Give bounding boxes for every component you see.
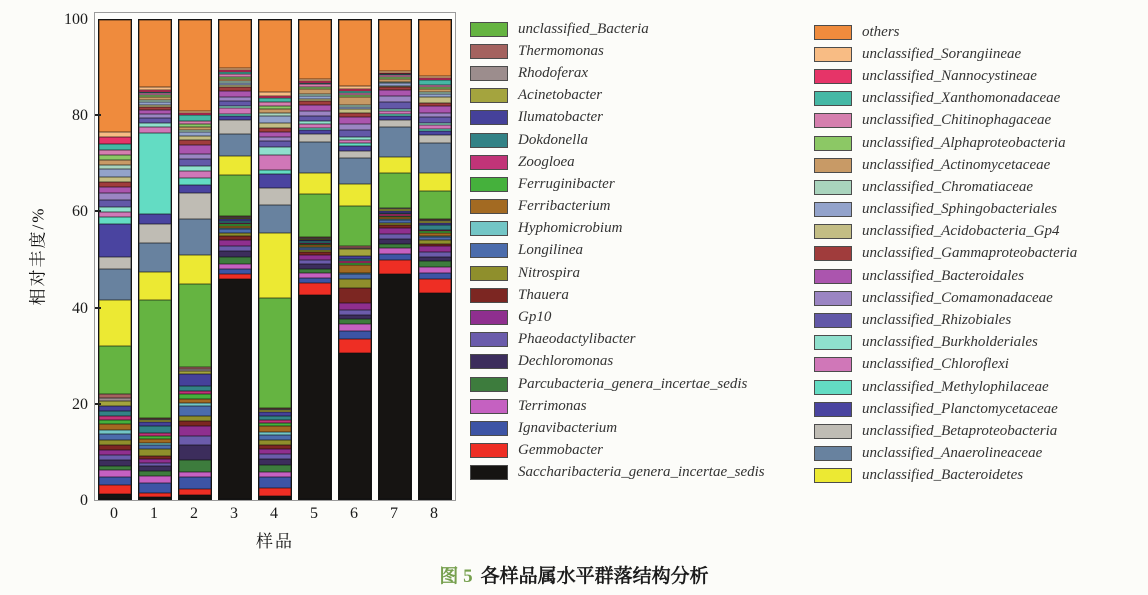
- legend-swatch: [470, 44, 508, 59]
- bar-segment: [139, 224, 171, 243]
- stacked-bar-sample-3: [218, 19, 252, 500]
- bar-segment: [139, 300, 171, 417]
- bar-segment: [299, 20, 331, 78]
- figure-caption: [0, 561, 1148, 588]
- bar-segment: [179, 436, 211, 446]
- bar-segment: [219, 279, 251, 499]
- stacked-bar-sample-5: [298, 19, 332, 500]
- bar-segment: [339, 117, 371, 124]
- bar-segment: [179, 426, 211, 436]
- legend-swatch: [814, 47, 852, 62]
- legend-swatch: [470, 177, 508, 192]
- bar-segment: [379, 20, 411, 71]
- y-tick-mark: [95, 210, 101, 212]
- legend-swatch: [814, 158, 852, 173]
- bar-segment: [179, 406, 211, 416]
- bar-segment: [259, 488, 291, 495]
- bar-segment: [139, 272, 171, 301]
- legend-swatch: [814, 335, 852, 350]
- legend-item: [470, 395, 765, 417]
- bar-segment: [259, 205, 291, 234]
- legend-swatch: [470, 110, 508, 125]
- legend-swatch: [814, 246, 852, 261]
- legend-item: [470, 151, 765, 173]
- bar-segment: [179, 171, 211, 178]
- legend-label: unclassified_Sorangiineae: [862, 45, 1022, 62]
- legend-item: [470, 462, 765, 484]
- legend-item: [470, 173, 765, 195]
- bar-segment: [379, 173, 411, 208]
- legend-item: [470, 40, 765, 62]
- legend-swatch: [814, 446, 852, 461]
- y-tick-label: 40: [72, 299, 88, 317]
- legend-label: Gemmobacter: [518, 442, 603, 459]
- bar-segment: [339, 206, 371, 247]
- bar-segment: [139, 497, 171, 499]
- bar-segment: [99, 20, 131, 132]
- legend-swatch: [814, 468, 852, 483]
- legend-swatch: [470, 377, 508, 392]
- bar-segment: [139, 20, 171, 87]
- bar-segment: [339, 130, 371, 137]
- legend-item: [814, 65, 1077, 87]
- legend-swatch: [470, 133, 508, 148]
- legend-item: [470, 373, 765, 395]
- legend-label: Saccharibacteria_genera_incertae_sedis: [518, 464, 765, 481]
- bar-segment: [219, 257, 251, 264]
- bar-segment: [99, 217, 131, 224]
- legend-swatch: [814, 402, 852, 417]
- legend-swatch: [470, 399, 508, 414]
- bar-segment: [179, 284, 211, 368]
- bar-segment: [179, 255, 211, 284]
- bar-segment: [99, 494, 131, 499]
- stacked-bar-sample-7: [378, 19, 412, 500]
- bar-segment: [259, 174, 291, 188]
- bar-segment: [339, 249, 371, 256]
- x-tick-label: 0: [110, 505, 118, 522]
- bar-segment: [339, 97, 371, 104]
- bar-segment: [379, 157, 411, 173]
- bar-segment: [419, 143, 451, 173]
- legend-swatch: [814, 380, 852, 395]
- legend-label: unclassified_Actinomycetaceae: [862, 156, 1051, 173]
- x-tick-label: 3: [230, 505, 238, 522]
- legend-item: [470, 196, 765, 218]
- bar-segment: [299, 295, 331, 499]
- legend-item: [470, 417, 765, 439]
- legend-item: [814, 265, 1077, 287]
- bar-segment: [419, 293, 451, 499]
- bar-segment: [339, 20, 371, 86]
- bar-segment: [259, 233, 291, 298]
- legend-item: [814, 43, 1077, 65]
- legend-item: [470, 306, 765, 328]
- legend-label: Gp10: [518, 309, 552, 326]
- bar-segment: [179, 495, 211, 499]
- legend-item: [814, 132, 1077, 154]
- bar-segment: [259, 496, 291, 499]
- legend-item: [470, 218, 765, 240]
- stacked-bar-sample-2: [178, 19, 212, 500]
- bar-segment: [339, 184, 371, 206]
- y-axis-title: 相对丰度/%: [28, 206, 48, 306]
- caption-text: 各样品属水平群落结构分析: [480, 566, 709, 587]
- legend-item: [814, 243, 1077, 265]
- legend-swatch: [470, 66, 508, 81]
- legend-swatch: [470, 199, 508, 214]
- legend-label: Phaeodactylibacter: [518, 331, 636, 348]
- stacked-bar-sample-1: [138, 19, 172, 500]
- bar-segment: [379, 274, 411, 499]
- bar-segment: [99, 269, 131, 300]
- legend-label: unclassified_Betaproteobacteria: [862, 422, 1058, 439]
- legend-item: [470, 85, 765, 107]
- legend-label: unclassified_Xanthomonadaceae: [862, 90, 1061, 107]
- bar-segment: [339, 339, 371, 353]
- legend-label: unclassified_Alphaproteobacteria: [862, 134, 1066, 151]
- bar-segment: [99, 300, 131, 346]
- legend-label: Nitrospira: [518, 264, 580, 281]
- legend-label: unclassified_Chitinophagaceae: [862, 112, 1052, 129]
- legend-swatch: [470, 354, 508, 369]
- legend-label: Dechloromonas: [518, 353, 614, 370]
- legend-label: unclassified_Comamonadaceae: [862, 289, 1053, 306]
- bar-segment: [299, 142, 331, 173]
- legend-label: Ferribacterium: [518, 198, 611, 215]
- caption-number: 图 5: [439, 566, 473, 587]
- bar-segment: [99, 485, 131, 495]
- bar-segment: [139, 214, 171, 224]
- legend-swatch: [470, 332, 508, 347]
- bar-segment: [139, 133, 171, 214]
- bar-segment: [379, 127, 411, 157]
- bar-segment: [299, 134, 331, 143]
- bar-segment: [259, 477, 291, 488]
- legend-label: Ferruginibacter: [518, 175, 615, 192]
- bar-segment: [179, 145, 211, 155]
- legend-label: Longilinea: [518, 242, 584, 259]
- legend-label: Zoogloea: [518, 153, 575, 170]
- legend-item: [814, 88, 1077, 110]
- bar-segment: [219, 20, 251, 68]
- legend-item: [814, 376, 1077, 398]
- bar-segment: [179, 20, 211, 111]
- legend-label: unclassified_Nannocystineae: [862, 67, 1037, 84]
- bar-segment: [419, 191, 451, 220]
- stacked-bar-sample-0: [98, 19, 132, 500]
- bar-segment: [419, 135, 451, 143]
- legend-label: unclassified_Gammaproteobacteria: [862, 245, 1078, 262]
- legend-swatch: [814, 357, 852, 372]
- bar-segment: [139, 476, 171, 483]
- y-tick-mark: [95, 403, 101, 405]
- legend-swatch: [470, 221, 508, 236]
- legend-label: others: [862, 23, 900, 40]
- legend-item: [814, 332, 1077, 354]
- y-tick-mark: [95, 307, 101, 309]
- legend-label: Ilumatobacter: [518, 109, 603, 126]
- y-tick-mark: [95, 114, 101, 116]
- legend-label: unclassified_Chloroflexi: [862, 356, 1009, 373]
- legend-swatch: [814, 224, 852, 239]
- bar-segment: [259, 465, 291, 472]
- bar-segment: [179, 477, 211, 489]
- legend-swatch: [814, 91, 852, 106]
- x-tick-label: 5: [310, 505, 318, 522]
- bar-segment: [219, 175, 251, 216]
- bar-segment: [259, 298, 291, 408]
- legend-item: [814, 354, 1077, 376]
- legend-item: [814, 465, 1077, 487]
- legend-swatch: [470, 155, 508, 170]
- legend-swatch: [470, 243, 508, 258]
- legend-item: [814, 199, 1077, 221]
- legend-label: Rhodoferax: [518, 64, 588, 81]
- x-tick-label: 2: [190, 505, 198, 522]
- y-tick-label: 20: [72, 395, 88, 413]
- legend-swatch: [814, 25, 852, 40]
- plot-area: [95, 19, 455, 500]
- x-tick-label: 7: [390, 505, 398, 522]
- bar-segment: [339, 288, 371, 302]
- bar-segment: [99, 257, 131, 269]
- bar-segment: [139, 449, 171, 456]
- bar-segment: [139, 243, 171, 272]
- bar-segment: [99, 137, 131, 144]
- stacked-bar-sample-8: [418, 19, 452, 500]
- legend-label: Hyphomicrobium: [518, 220, 623, 237]
- bar-segment: [299, 173, 331, 193]
- legend-swatch: [814, 202, 852, 217]
- legend-swatch: [814, 113, 852, 128]
- legend-label: unclassified_Acidobacteria_Gp4: [862, 223, 1060, 240]
- stacked-bar-sample-6: [338, 19, 372, 500]
- legend-item: [470, 18, 765, 40]
- bar-segment: [179, 185, 211, 192]
- legend-item: [814, 287, 1077, 309]
- legend-label: unclassified_Bacteroidales: [862, 267, 1024, 284]
- legend-swatch: [470, 443, 508, 458]
- bar-segment: [379, 120, 411, 127]
- bar-segment: [139, 426, 171, 433]
- legend-item: [470, 129, 765, 151]
- legend-swatch: [814, 269, 852, 284]
- legend-item: [814, 398, 1077, 420]
- x-tick-label: 8: [430, 505, 438, 522]
- legend-swatch: [814, 69, 852, 84]
- legend-item: [814, 154, 1077, 176]
- legend-label: Dokdonella: [518, 131, 588, 148]
- bar-segment: [219, 134, 251, 156]
- legend-item: [814, 110, 1077, 132]
- legend-item: [470, 351, 765, 373]
- legend-swatch: [814, 424, 852, 439]
- bar-segment: [99, 169, 131, 178]
- legend-item: [470, 262, 765, 284]
- bar-segment: [99, 193, 131, 200]
- legend-item: [814, 309, 1077, 331]
- legend-label: Thermomonas: [518, 42, 604, 59]
- legend-item: [814, 420, 1077, 442]
- legend-item: [470, 240, 765, 262]
- bar-segment: [219, 120, 251, 134]
- legend-swatch: [470, 266, 508, 281]
- bar-segment: [259, 20, 291, 92]
- bar-segment: [339, 324, 371, 331]
- legend-swatch: [470, 22, 508, 37]
- legend-item: [470, 329, 765, 351]
- bar-segment: [259, 147, 291, 155]
- bar-segment: [179, 460, 211, 472]
- bar-segment: [139, 483, 171, 493]
- bar-segment: [419, 173, 451, 191]
- bar-segment: [259, 188, 291, 205]
- legend-label: unclassified_Bacteria: [518, 20, 649, 37]
- legend-label: unclassified_Burkholderiales: [862, 334, 1038, 351]
- legend-swatch: [470, 310, 508, 325]
- legend-left-column: [470, 18, 765, 484]
- bar-segment: [99, 477, 131, 484]
- legend-swatch: [814, 291, 852, 306]
- legend-item: [814, 21, 1077, 43]
- y-tick-label: 0: [80, 492, 88, 509]
- bar-segment: [179, 219, 211, 255]
- legend-swatch: [470, 88, 508, 103]
- bar-segment: [339, 331, 371, 338]
- bar-segment: [259, 116, 291, 123]
- bar-segment: [219, 156, 251, 175]
- bar-segment: [99, 200, 131, 207]
- bar-segment: [179, 159, 211, 166]
- stacked-bar-sample-4: [258, 19, 292, 500]
- bar-segment: [339, 265, 371, 272]
- bar-segment: [179, 178, 211, 185]
- x-axis-title: 样品: [256, 532, 294, 551]
- y-tick-label: 100: [64, 11, 88, 28]
- bar-segment: [179, 374, 211, 386]
- legend-label: unclassified_Sphingobacteriales: [862, 201, 1057, 218]
- legend-label: unclassified_Methylophilaceae: [862, 378, 1049, 395]
- bar-segment: [339, 158, 371, 184]
- legend-item: [470, 440, 765, 462]
- bar-segment: [179, 445, 211, 459]
- legend-item: [814, 443, 1077, 465]
- plot-frame: [94, 12, 456, 501]
- legend-item: [470, 284, 765, 306]
- legend-label: unclassified_Rhizobiales: [862, 312, 1012, 329]
- legend-label: Ignavibacterium: [518, 419, 618, 436]
- bar-segment: [419, 20, 451, 76]
- bar-segment: [299, 194, 331, 237]
- bar-segment: [379, 260, 411, 274]
- bar-segment: [99, 470, 131, 477]
- bar-segment: [259, 155, 291, 169]
- x-tick-label: 1: [150, 505, 158, 522]
- bar-segment: [339, 303, 371, 310]
- bar-segment: [99, 346, 131, 394]
- bar-segment: [339, 279, 371, 289]
- x-axis-labels: [94, 505, 462, 523]
- bar-segment: [299, 283, 331, 295]
- legend-item: [470, 62, 765, 84]
- legend-label: Acinetobacter: [518, 87, 603, 104]
- legend-swatch: [814, 136, 852, 151]
- legend-label: Parcubacteria_genera_incertae_sedis: [518, 375, 748, 392]
- legend-label: Thauera: [518, 286, 569, 303]
- bar-segment: [379, 102, 411, 109]
- y-tick-label: 80: [72, 107, 88, 125]
- x-tick-label: 6: [350, 505, 358, 522]
- legend-swatch: [814, 180, 852, 195]
- legend-swatch: [470, 288, 508, 303]
- bar-segment: [179, 193, 211, 219]
- bar-segment: [339, 353, 371, 499]
- legend-swatch: [814, 313, 852, 328]
- bar-segment: [339, 151, 371, 158]
- legend-label: unclassified_Anaerolineaceae: [862, 445, 1043, 462]
- legend-label: unclassified_Bacteroidetes: [862, 467, 1024, 484]
- legend-label: unclassified_Chromatiaceae: [862, 178, 1034, 195]
- x-tick-label: 4: [270, 505, 278, 522]
- legend-right-column: [814, 21, 1077, 487]
- legend-label: unclassified_Planctomycetaceae: [862, 400, 1058, 417]
- bar-segment: [419, 279, 451, 293]
- legend-item: [814, 221, 1077, 243]
- bar-segment: [419, 106, 451, 113]
- legend-swatch: [470, 465, 508, 480]
- legend-item: [814, 176, 1077, 198]
- legend-label: Terrimonas: [518, 397, 587, 414]
- legend-item: [470, 107, 765, 129]
- legend-swatch: [470, 421, 508, 436]
- y-tick-label: 60: [72, 203, 88, 221]
- bar-segment: [99, 224, 131, 258]
